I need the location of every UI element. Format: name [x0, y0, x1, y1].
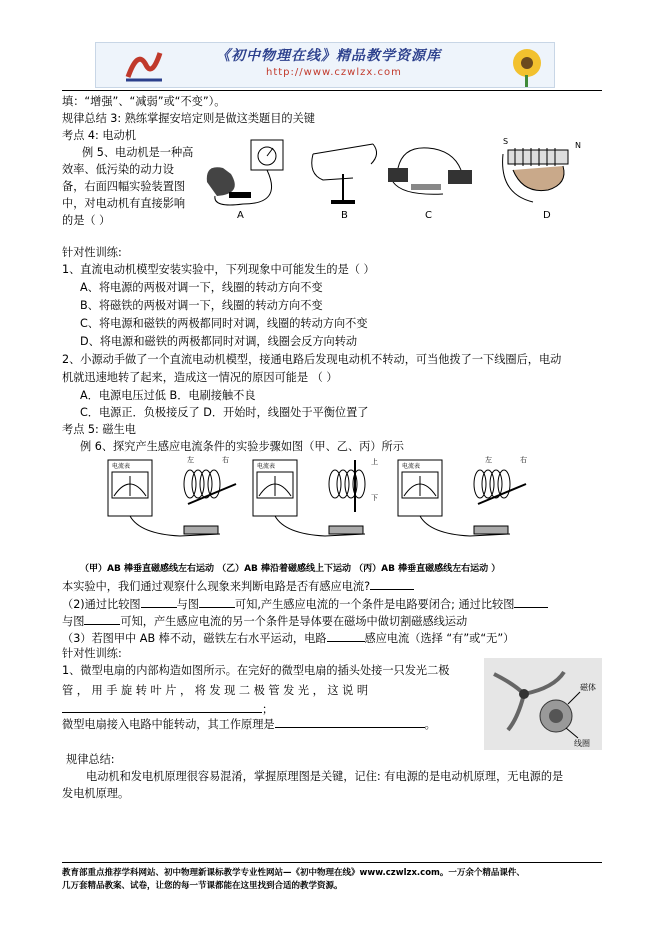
summary-text: 电动机和发电机原理很容易混淆，掌握原理图是关键，记住: 有电源的是电动机原理，无电源的是 — [86, 770, 564, 783]
summary-text: 发电机原理。 — [62, 787, 130, 800]
question-text: 本实验中，我们通过观察什么现象来判断电路是否有感应电流? — [62, 578, 414, 595]
figure-a — [207, 140, 283, 205]
answer-blank[interactable] — [514, 596, 548, 608]
figure-label-c: C — [425, 210, 432, 221]
fan-label-magnet: 磁体 — [580, 683, 596, 692]
example-text: 例 6、探究产生感应电流条件的实验步骤如图（甲、乙、丙）所示 — [80, 440, 404, 453]
option-text: D、将电源和磁铁的两极都同时对调，线圈会反方向转动 — [80, 335, 358, 348]
footer-line: 教育部重点推荐学科网站、初中物理新课标教学专业性网站—《初中物理在线》www.czwlzx.com。一万余个精品课件、 — [62, 868, 525, 878]
svg-text:下: 下 — [371, 494, 378, 502]
question-text: 1、直流电动机模型安装实验中，下列现象中可能发生的是（ ） — [62, 263, 375, 276]
option-text: A、将电源的两极对调一下，线圈的转动方向不变 — [80, 281, 323, 294]
fan-label-coil: 线圈 — [574, 739, 590, 748]
section-heading: 针对性训练: — [62, 647, 122, 660]
figure-b — [312, 144, 377, 204]
micro-fan-figure — [484, 658, 602, 750]
figure-c — [388, 148, 472, 194]
summary-heading: 规律总结: — [66, 753, 115, 766]
answer-blank[interactable] — [327, 630, 365, 642]
option-text: C．电源正．负极接反了 D．开始时，线圈处于平衡位置了 — [80, 406, 369, 419]
figure-label-d: D — [543, 210, 551, 221]
svg-text:左: 左 — [485, 456, 492, 464]
svg-text:右: 右 — [520, 456, 527, 464]
example-text: 中，对电动机有直接影响 — [62, 197, 186, 210]
question-text: 2、小源动手做了一个直流电动机模型，接通电路后发现电动机不转动，可当他拨了一下线圈后，电动 — [62, 353, 562, 366]
example-text: 的是（ ） — [62, 214, 111, 227]
answer-blank[interactable] — [84, 613, 120, 625]
section-heading: 考点 5: 磁生电 — [62, 423, 136, 436]
footer-rule — [62, 862, 602, 863]
section-heading: 考点 4: 电动机 — [62, 129, 136, 142]
svg-text:电流表: 电流表 — [402, 463, 421, 470]
figure-bing — [398, 456, 527, 536]
induction-figure-labels — [100, 456, 540, 546]
question-text: （3）若图甲中 AB 棒不动，磁铁左右水平运动，电路 感应电流（选择 “有”或“无”） — [62, 632, 515, 645]
experiment-figures-abcd — [203, 134, 588, 224]
example-text: 效率、低污染的动力设 — [62, 163, 174, 176]
example-text: 例 5、电动机是一种高 — [82, 146, 194, 159]
answer-blank[interactable] — [62, 701, 262, 713]
svg-text:上: 上 — [371, 458, 378, 466]
footer-line: 几万套精品教案、试卷，让您的每一节课都能在这里找到合适的教学资源。 — [62, 881, 343, 891]
answer-blank[interactable] — [275, 716, 425, 728]
svg-text:左: 左 — [187, 456, 194, 464]
figure-label-b: B — [341, 210, 348, 221]
example-text: 备，右面四幅实验装置图 — [62, 180, 186, 193]
text-line: 填：“增强”、“减弱”或“不变”）。 — [62, 95, 226, 108]
figure-d — [503, 137, 581, 202]
figure-caption: （甲）AB 棒垂直磁感线左右运动 （乙）AB 棒沿着磁感线上下运动 （丙）AB 棒垂直磁感线左右运动 ） — [80, 564, 501, 574]
question-text: （2)通过比较图 与图 可知,产生感应电流的一个条件是电路要闭合; 通过比较图 — [62, 596, 548, 613]
figure-yi — [253, 457, 378, 536]
question-text: 与图 可知，产生感应电流的另一个条件是导体要在磁场中做切割磁感线运动 — [62, 615, 468, 628]
header-url: http://www.czwlzx.com — [266, 67, 402, 78]
option-text: A．电源电压过低 B．电刷接触不良 — [80, 389, 256, 402]
header-title: 《初中物理在线》精品教学资源库 — [216, 48, 441, 64]
svg-text:S: S — [503, 137, 509, 146]
header-banner — [95, 42, 555, 88]
figure-label-a: A — [237, 210, 244, 221]
question-text: 微型电扇接入电路中能转动，其工作原理是 。 — [62, 718, 436, 731]
question-text: ； — [62, 701, 273, 718]
header-rule — [62, 90, 602, 91]
question-text: 机就迅速地转了起来，造成这一情况的原因可能是 （ ） — [62, 371, 338, 384]
section-heading: 针对性训练: — [62, 246, 122, 259]
sunflower-icon — [501, 43, 553, 87]
svg-text:电流表: 电流表 — [257, 463, 276, 470]
question-text: 1、微型电扇的内部构造如图所示。在完好的微型电扇的插头处接一只发光二极 — [62, 664, 450, 677]
option-text: C、将电源和磁铁的两极都同时对调，线圈的转动方向不变 — [80, 317, 368, 330]
svg-text:右: 右 — [222, 456, 229, 464]
answer-blank[interactable] — [141, 596, 177, 608]
text-line: 规律总结 3: 熟练掌握安培定则是做这类题目的关键 — [62, 112, 315, 125]
option-text: B、将磁铁的两极对调一下，线圈的转动方向不变 — [80, 299, 323, 312]
question-text: 管 ， 用 手 旋 转 叶 片 ， 将 发 现 二 极 管 发 光 ， 这 说 明 — [62, 684, 369, 697]
logo-icon — [124, 47, 164, 83]
answer-blank[interactable] — [199, 596, 235, 608]
svg-text:电流表: 电流表 — [112, 463, 131, 470]
answer-blank[interactable] — [370, 578, 414, 590]
svg-text:N: N — [575, 141, 581, 150]
